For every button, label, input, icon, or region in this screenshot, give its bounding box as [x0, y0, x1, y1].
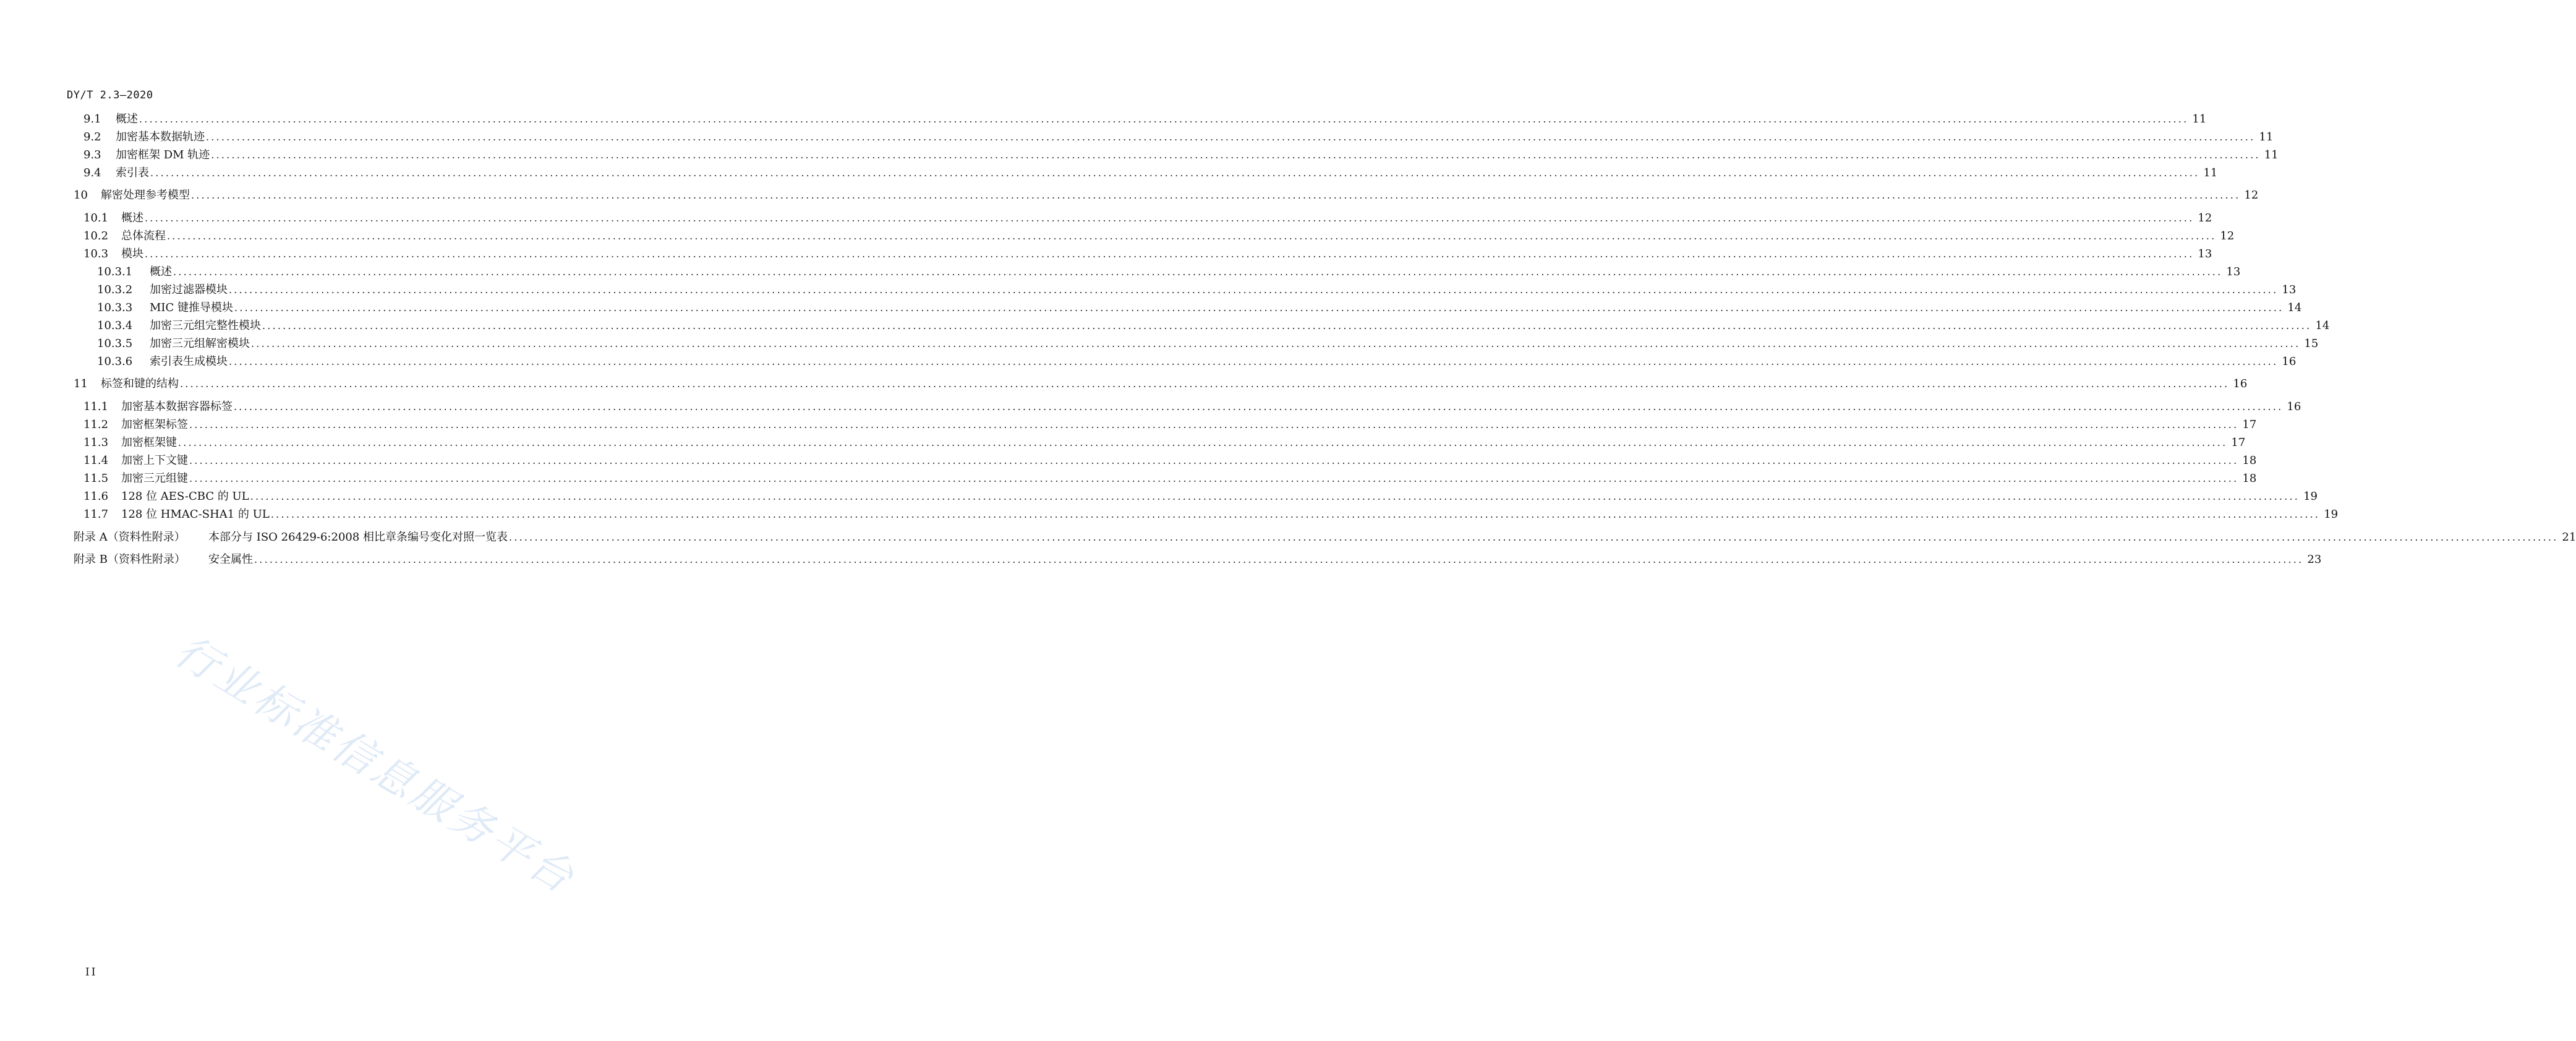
toc-entry[interactable] — [83, 400, 2301, 414]
toc-entry[interactable] — [97, 301, 2302, 315]
toc-entry-page: 16 — [2282, 355, 2297, 368]
toc-entry[interactable] — [83, 507, 2339, 522]
toc-dot-leader: ................................................................................................................................................................................................................................................................................................................................................................................................................ — [191, 189, 2241, 201]
toc-entry-number: 10 — [74, 189, 88, 202]
toc-entry[interactable] — [83, 489, 2318, 504]
toc-entry-number: 11.3 — [83, 436, 109, 449]
toc-entry-page: 18 — [2242, 472, 2257, 485]
toc-entry[interactable] — [83, 112, 2207, 127]
toc-entry-number: 11.6 — [83, 490, 109, 503]
toc-dot-leader: ................................................................................................................................................................................................................................................................................................................................................................................................................ — [509, 531, 2559, 543]
toc-dot-leader: ................................................................................................................................................................................................................................................................................................................................................................................................................ — [173, 266, 2223, 278]
toc-entry-number: 11.1 — [83, 400, 109, 413]
toc-entry-number: 10.3.1 — [97, 265, 133, 278]
toc-dot-leader: ................................................................................................................................................................................................................................................................................................................................................................................................................ — [145, 212, 2194, 224]
toc-entry-title: 加密三元组键 — [121, 472, 188, 485]
toc-entry[interactable] — [97, 283, 2297, 298]
toc-entry[interactable] — [74, 530, 2576, 545]
toc-entry-title: 总体流程 — [121, 229, 166, 242]
toc-entry-number: 10.2 — [83, 229, 109, 242]
toc-entry-title: 索引表生成模块 — [150, 355, 228, 368]
toc-entry-number: 10.3.6 — [97, 355, 133, 368]
toc-entry-page: 11 — [2203, 166, 2218, 179]
toc-entry-title: 128 位 AES-CBC 的 UL — [121, 490, 249, 503]
toc-entry-title: 加密三元组完整性模块 — [150, 319, 261, 332]
toc-dot-leader: ................................................................................................................................................................................................................................................................................................................................................................................................................ — [254, 554, 2304, 565]
toc-entry-number: 11 — [74, 377, 88, 390]
toc-entry-number: 9.2 — [83, 131, 101, 144]
toc-entry-number: 9.1 — [83, 113, 101, 126]
toc-entry-number: 11.4 — [83, 454, 109, 467]
toc-entry-page: 13 — [2226, 265, 2241, 278]
toc-entry-title: 加密基本数据容器标签 — [121, 400, 232, 413]
toc-dot-leader: ................................................................................................................................................................................................................................................................................................................................................................................................................ — [250, 491, 2300, 502]
toc-entry[interactable] — [83, 471, 2257, 486]
toc-dot-leader: ................................................................................................................................................................................................................................................................................................................................................................................................................ — [270, 508, 2321, 520]
toc-entry[interactable] — [74, 377, 2248, 392]
toc-entry-title: 加密框架标签 — [121, 418, 188, 431]
toc-dot-leader: ................................................................................................................................................................................................................................................................................................................................................................................................................ — [189, 419, 2239, 431]
toc-entry-title: 加密框架键 — [121, 436, 177, 449]
toc-dot-leader: ................................................................................................................................................................................................................................................................................................................................................................................................................ — [234, 401, 2284, 413]
toc-entry-title: 标签和键的结构 — [101, 377, 179, 390]
toc-entry-page: 16 — [2233, 377, 2248, 390]
toc-entry-page: 12 — [2198, 212, 2212, 225]
toc-entry-page: 13 — [2198, 247, 2212, 260]
toc-entry[interactable] — [97, 265, 2241, 280]
toc-entry[interactable] — [97, 336, 2319, 351]
toc-entry-number: 附录 B（资料性附录） — [74, 553, 186, 566]
toc-entry-number: 11.7 — [83, 508, 109, 521]
toc-entry-title: 加密过滤器模块 — [150, 283, 228, 296]
toc-dot-leader: ................................................................................................................................................................................................................................................................................................................................................................................................................ — [206, 131, 2256, 143]
toc-entry-number: 10.3 — [83, 247, 109, 260]
toc-entry-page: 18 — [2242, 454, 2257, 467]
toc-entry[interactable] — [83, 211, 2212, 226]
toc-entry-page: 19 — [2303, 490, 2318, 503]
toc-entry[interactable] — [83, 453, 2257, 468]
toc-entry-title: 本部分与 ISO 26429-6:2008 相比章条编号变化对照一览表 — [208, 531, 508, 544]
toc-entry-page: 13 — [2282, 283, 2297, 296]
page-number: II — [85, 966, 98, 979]
toc-entry-number: 附录 A（资料性附录） — [74, 531, 186, 544]
toc-entry[interactable] — [74, 188, 2259, 203]
toc-dot-leader: ................................................................................................................................................................................................................................................................................................................................................................................................................ — [189, 473, 2239, 484]
toc-entry-title: 概述 — [150, 265, 172, 278]
toc-entry-title: MIC 键推导模块 — [150, 301, 234, 314]
toc-entry-number: 11.5 — [83, 472, 109, 485]
toc-dot-leader: ................................................................................................................................................................................................................................................................................................................................................................................................................ — [262, 320, 2312, 332]
toc-entry-title: 索引表 — [116, 166, 149, 179]
toc-dot-leader: ................................................................................................................................................................................................................................................................................................................................................................................................................ — [229, 284, 2279, 296]
toc-entry-number: 9.3 — [83, 148, 101, 161]
toc-entry-title: 安全属性 — [208, 553, 253, 566]
toc-entry-title: 解密处理参考模型 — [101, 189, 190, 202]
toc-entry-page: 11 — [2259, 131, 2274, 144]
toc-entry-title: 加密框架 DM 轨迹 — [116, 148, 210, 161]
toc-entry-title: 概述 — [116, 113, 138, 126]
toc-entry-number: 10.1 — [83, 212, 109, 225]
watermark: 行业标准信息服务平台 — [166, 626, 584, 904]
toc-entry-title: 模块 — [121, 247, 143, 260]
toc-entry-number: 10.3.2 — [97, 283, 133, 296]
toc-dot-leader: ................................................................................................................................................................................................................................................................................................................................................................................................................ — [251, 338, 2301, 349]
toc-entry-number: 10.3.5 — [97, 337, 133, 350]
toc-entry-title: 概述 — [121, 212, 143, 225]
toc-entry[interactable] — [97, 319, 2330, 333]
toc-entry-number: 11.2 — [83, 418, 109, 431]
toc-entry-title: 加密上下文键 — [121, 454, 188, 467]
toc-entry[interactable] — [83, 166, 2218, 181]
toc-entry-page: 16 — [2287, 400, 2301, 413]
toc-entry-page: 12 — [2244, 189, 2259, 202]
toc-entry-page: 23 — [2307, 553, 2322, 566]
toc-dot-leader: ................................................................................................................................................................................................................................................................................................................................................................................................................ — [211, 149, 2261, 161]
toc-entry-page: 19 — [2324, 508, 2339, 521]
toc-entry-title: 加密三元组解密模块 — [150, 337, 250, 350]
toc-entry-number: 10.3.4 — [97, 319, 133, 332]
toc-dot-leader: ................................................................................................................................................................................................................................................................................................................................................................................................................ — [139, 113, 2189, 125]
toc-entry-number: 10.3.3 — [97, 301, 133, 314]
toc-entry-page: 17 — [2231, 436, 2246, 449]
toc-entry[interactable] — [83, 229, 2235, 244]
toc-entry[interactable] — [83, 418, 2257, 432]
toc-entry[interactable] — [83, 148, 2279, 163]
document-id: DY/T 2.3—2020 — [67, 89, 153, 101]
toc-entry-title: 128 位 HMAC-SHA1 的 UL — [121, 508, 270, 521]
toc-dot-leader: ................................................................................................................................................................................................................................................................................................................................................................................................................ — [234, 302, 2284, 314]
toc-dot-leader: ................................................................................................................................................................................................................................................................................................................................................................................................................ — [229, 356, 2279, 367]
toc-dot-leader: ................................................................................................................................................................................................................................................................................................................................................................................................................ — [167, 230, 2217, 242]
toc-dot-leader: ................................................................................................................................................................................................................................................................................................................................................................................................................ — [150, 167, 2200, 179]
toc-entry[interactable] — [97, 354, 2297, 369]
toc-dot-leader: ................................................................................................................................................................................................................................................................................................................................................................................................................ — [189, 455, 2239, 466]
toc-dot-leader: ................................................................................................................................................................................................................................................................................................................................................................................................................ — [145, 248, 2194, 260]
toc-entry[interactable] — [83, 247, 2212, 262]
toc-entry-page: 21 — [2562, 531, 2576, 544]
toc-entry[interactable] — [83, 435, 2246, 450]
toc-entry-page: 11 — [2264, 148, 2279, 161]
toc-entry[interactable] — [74, 552, 2322, 567]
toc-entry-page: 15 — [2304, 337, 2319, 350]
toc-entry-title: 加密基本数据轨迹 — [116, 131, 205, 144]
toc-entry-page: 14 — [2287, 301, 2302, 314]
toc-dot-leader: ................................................................................................................................................................................................................................................................................................................................................................................................................ — [180, 378, 2230, 390]
toc-entry-page: 14 — [2315, 319, 2330, 332]
toc-entry-number: 9.4 — [83, 166, 101, 179]
toc-entry-page: 17 — [2242, 418, 2257, 431]
toc-entry[interactable] — [83, 130, 2274, 145]
toc-entry-page: 12 — [2220, 229, 2235, 242]
toc-dot-leader: ................................................................................................................................................................................................................................................................................................................................................................................................................ — [178, 437, 2228, 448]
toc-entry-page: 11 — [2192, 113, 2207, 126]
